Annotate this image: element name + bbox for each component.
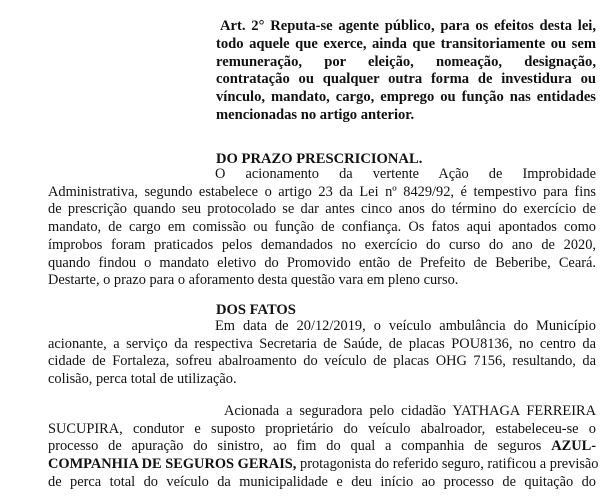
paragraph-line: colisão, perca total de utilização. — [48, 371, 237, 388]
paragraph-line: ímprobos foram praticados pelos demandados no exercício do curso do ano de 2020, — [48, 236, 596, 253]
facts-paragraph-2 — [48, 403, 599, 492]
paragraph-text: protagonista do referido seguro, ratificou a previsão — [296, 456, 599, 473]
article-2-quote — [216, 18, 596, 125]
facts-paragraph-1 — [48, 318, 596, 389]
paragraph-line: quando findou o mandato eletivo do Promovido então de Prefeito de Beberibe, Ceará. — [48, 254, 596, 271]
insurer-name-part-1: AZUL- — [551, 438, 596, 455]
paragraph-line: acionante, a serviço da respectiva Secretaria de Saúde, de placas POU8136, no centro da — [48, 335, 596, 352]
paragraph-line: O acionamento da vertente Ação de Improbidade — [215, 166, 596, 182]
prescription-paragraph — [48, 166, 596, 290]
paragraph-line: cidade de Fortaleza, sofreu abalroamento do veículo de placas OHG 7156, resultando, da — [48, 353, 596, 370]
paragraph-line — [48, 456, 599, 474]
quote-line: contratação ou qualquer outra forma de investidura ou — [216, 71, 596, 88]
prescription-heading: DO PRAZO PRESCRICIONAL. — [216, 151, 423, 167]
facts-heading: DOS FATOS — [216, 302, 296, 318]
paragraph-line: SUCUPIRA, condutor e suposto proprietário do veículo abalroador, estabeleceu-se o — [48, 420, 596, 437]
paragraph-text: processo de apuração do sinistro, ao fim do qual a companhia de seguros — [48, 438, 542, 455]
paragraph-line: Acionada a seguradora pelo cidadão YATHAGA FERREIRA — [224, 403, 596, 419]
quote-line: vínculo, mandato, cargo, emprego ou função nas entidades — [216, 89, 596, 106]
quote-line: remuneração, por eleição, nomeação, designação, — [216, 53, 596, 70]
quote-line: mencionadas no artigo anterior. — [216, 106, 415, 123]
quote-line: todo aquele que exerce, ainda que transitoriamente ou sem — [216, 35, 596, 52]
paragraph-line: mandato, de cargo em comissão ou função de confiança. Os fatos aqui apontados como — [48, 219, 596, 236]
paragraph-line: de prescrição quando seu protocolado se dar antes cinco anos do término do exercício de — [48, 201, 596, 218]
paragraph-line: Destarte, o prazo para o aforamento desta questão vara em pleno curso. — [48, 272, 459, 289]
quote-line: Art. 2° Reputa-se agente público, para os efeitos desta lei, — [220, 18, 596, 34]
paragraph-line — [48, 438, 596, 456]
paragraph-line: Em data de 20/12/2019, o veículo ambulância do Município — [215, 318, 596, 334]
paragraph-line: de perca total do veículo da municipalidade e deu início ao processo de quitação do — [48, 473, 596, 490]
insurer-name-part-2: COMPANHIA DE SEGUROS GERAIS, — [48, 456, 297, 473]
paragraph-line: Administrativa, segundo estabelece o artigo 23 da Lei nº 8429/92, é tempestivo para fins — [48, 183, 596, 200]
